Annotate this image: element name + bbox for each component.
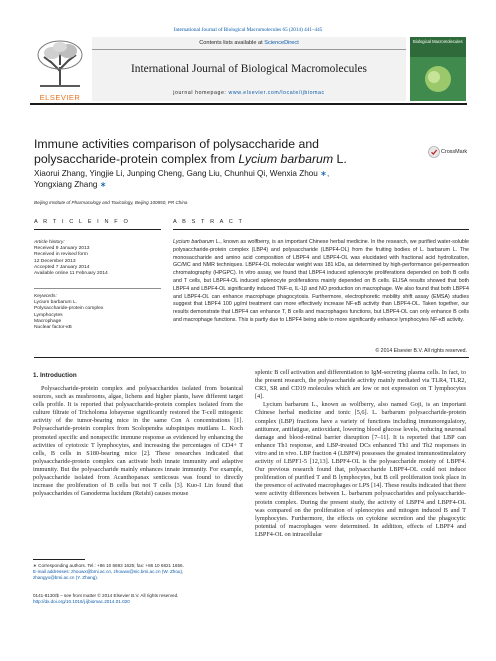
keywords bbox=[34, 294, 161, 331]
homepage-prefix: journal homepage: bbox=[173, 90, 229, 96]
keyword: Lymphocytes bbox=[34, 312, 63, 318]
authors-line-2 bbox=[34, 179, 454, 190]
title-species: Lycium barbarum bbox=[238, 152, 334, 166]
abstract-body bbox=[173, 239, 469, 325]
crossmark-icon bbox=[428, 146, 440, 158]
authors-names-1: Xiaorui Zhang, Yingjie Li, Junping Cheng, Gang Liu, Chunhui Qi, Wenxia Zhou bbox=[34, 169, 318, 178]
article-title bbox=[34, 137, 414, 167]
intro-right-column bbox=[255, 369, 466, 539]
cover-title: Biological Macromolecules bbox=[413, 39, 463, 44]
cover-art-icon bbox=[410, 37, 466, 101]
abstract-text: L., known as wolfberry, is an important Chinese herbal medicine. In the research, we purified water-soluble polysaccharide-protein complex (LBP4) and polysaccharide (LBPF4-OL) from the fruiting bodies of L. barbarum L. The monosaccharide and amino acid composition of LBPF4 and LBPF4-OL was elucidated with fractional acid hydrolization, GC/MC and NMR techniques. LBPF4-OL molecular weight was 181 kDa, as determined by high-performance gel-permeation chromatography (HPGPC). In vitro assay, we found that LBPF4 induced splenocyte proliferations depended on both B cells and T cells, but LBPF4-OL induced splenocyte proliferations mainly depended on B cells. ELISA results showed that both LBPF4 and LBPF4-OL significantly induced TNF-α, IL-1β and NO production on macrophage. We also found that both LBPF4 and LBPF4-OL can enhance macrophage phagocytosis. Furthermore, electrophoretic mobility shift assay (EMSA) studies suggest that LBPF4 100 μg/ml treatment can more effectively increase NF-κB activity than LBPF4-OL. Taken together, our results demonstrate that LBPF4 can enhance T, B cells and macrophages functions, but LBPF4-OL can only enhance B cells and macrophage functions. This is partly due to LBPF4 being able to more significantly enhance lymphocytes NF-κB activity. bbox=[173, 239, 469, 323]
corresponding-author-mark-2[interactable]: ∗ bbox=[97, 180, 107, 189]
journal-title: International Journal of Biological Macromolecules bbox=[131, 63, 367, 75]
history-item: Received 9 January 2013 bbox=[34, 246, 90, 252]
abstract-heading: A B S T R A C T bbox=[173, 219, 244, 225]
crossmark-badge[interactable] bbox=[428, 143, 468, 155]
footnote bbox=[33, 563, 243, 581]
journal-cover bbox=[410, 37, 466, 101]
title-line-1: Immune activities comparison of polysaccharide and bbox=[34, 137, 320, 151]
history-item: Available online 11 February 2014 bbox=[34, 271, 108, 277]
history-rule bbox=[34, 288, 161, 289]
intro-paragraph: Lycium barbarum L., known as wolfberry, also named Goji, is an important Chinese herbal medicine and tonic [5,6]. L. barbarum polysaccharide-protein complex (LBP) fractions have a variety of functions including immunoregulatory, antitumor, antifatigue, antioxidant, lowering blood glucose levels, reducing neuronal damage and blood-retinal barrier disruption [7–11]. It is reported that LBP can enhance Th1 response, and LBP-treated DCs enhanced Th1 and Th2 responses in vitro and in vivo. LBP fraction 4 (LBPF4) possesses the greatest immunostimulatory activity of LBPF1-5 [12,13]. LBPF4-OL is the polysaccharide moiety of LBPF4. Our previous research found that, polysaccharide LBPF4-OL could not induce proliferation of purified T and B lymphocytes, but B cell proliferation took place in the presence of activated macrophages or LPS [14]. These results indicated that there were activity differences between L. barbarum polysaccharides and polysaccharide-protein complex. During the present study, the activity of LBPF4 and LBPF4-OL was compared on the proliferation of splenocytes and mitogen induced B and T lymphocytes. Furthermore, the effects on cytokine secretion and the phagocytic potential of macrophages were determined. In addition, effects of LBPF4 and LBPF4-OL on intracellular bbox=[255, 401, 466, 538]
footnote-emails[interactable]: zhangyx@bmi.ac.cn (Y. Zhang). bbox=[33, 575, 99, 580]
history-item: Accepted 7 January 2014 bbox=[34, 264, 90, 270]
article-info-rule bbox=[34, 229, 161, 230]
intro-paragraph: splenic B cell activation and differentiation to IgM-secreting plasma cells. In fact, to the present research, the polysaccharide activity mainly mediated via TLR4, TLR2, CR3, SR and CD19 molecules which are low or not expression on T lymphocytes [4]. bbox=[255, 369, 466, 401]
masthead-divider bbox=[92, 49, 406, 50]
issn-line: 0141-8130/$ – see front matter © 2014 Elsevier B.V. All rights reserved. bbox=[33, 593, 179, 598]
homepage-line bbox=[92, 90, 406, 96]
intro-left-column bbox=[33, 385, 243, 498]
keyword: Polysaccharide-protein complex bbox=[34, 306, 104, 312]
footnote-emails[interactable]: E-mail addresses: zhouwx@bmi.ac.cn, zhouwx@nic.bmi.ac.cn (W. Zhou), bbox=[33, 569, 184, 574]
title-line-2-prefix: polysaccharide-protein complex from bbox=[34, 152, 239, 166]
article-info-heading: A R T I C L E I N F O bbox=[34, 219, 130, 225]
journal-reference[interactable]: International Journal of Biological Macromolecules 65 (2014) 441–445 bbox=[173, 27, 323, 33]
footnote-rule bbox=[33, 559, 85, 560]
elsevier-wordmark: ELSEVIER bbox=[39, 93, 81, 102]
doi-link[interactable]: http://dx.doi.org/10.1016/j.ijbiomac.2014.01.020 bbox=[33, 599, 130, 604]
affiliation: Beijing Institute of Pharmacology and Toxicology, Beijing 100850, PR China bbox=[34, 200, 188, 205]
abstract-rule bbox=[173, 229, 469, 230]
abstract-bottom-rule bbox=[34, 357, 469, 358]
author-list bbox=[34, 168, 454, 190]
sciencedirect-link[interactable]: ScienceDirect bbox=[264, 40, 299, 46]
article-history bbox=[34, 240, 161, 277]
issn-block bbox=[33, 593, 243, 605]
introduction-heading: 1. Introduction bbox=[33, 372, 77, 379]
keyword: Lycium barbarum L. bbox=[34, 300, 78, 306]
history-item: 12 December 2013 bbox=[34, 258, 76, 264]
authors-names-2: Yongxiang Zhang bbox=[34, 180, 98, 189]
keyword: Nuclear factor-κB bbox=[34, 325, 72, 331]
history-item: Received in revised form bbox=[34, 252, 88, 258]
elsevier-tree-icon bbox=[30, 37, 90, 101]
corresponding-author-mark[interactable]: ∗, bbox=[317, 169, 330, 178]
elsevier-logo bbox=[30, 37, 90, 101]
title-line-2 bbox=[34, 152, 414, 167]
title-line-2-suffix: L. bbox=[333, 152, 347, 166]
crossmark-label: CrossMark bbox=[441, 149, 468, 156]
history-label: Article history: bbox=[34, 240, 65, 245]
intro-paragraph: Polysaccharide-protein complex and polysaccharides isolated from botanical sources, such as mushrooms, algae, lichens and higher plants, have different target cells profile. It is reported that polysaccharide-protein complex isolated from the culture filtrate of Tricholoma lobayense significantly restored the T-cell mitogenic activity of the tumor-bearing mice in the same Con A concentrations [1]. Polysaccharide-protein complex from Scolopendra subspinipes mutilans L. Koch promoted specific and nonspecific immune response as evidenced by enhancing the activities of cytotoxic T lymphocytes, and increasing the percentages of CD4+ T cells, B cells in S180-bearing mice [2]. These researches indicated that polysaccharide-protein complex can activate both innate immunity and adaptive immunity. But the polysaccharide mainly enhances innate immunity. For example, polysaccharide isolated from Acanthopanax senticosus was found to directly increase the proliferation of B cells but not T cells [3]. Kuo-I Lin found that polysaccharides of Ganoderma lucidum (Reishi) causes mouse bbox=[33, 385, 243, 498]
abstract-italic-start: Lycium barbarum bbox=[173, 239, 215, 245]
footnote-line: ∗ Corresponding authors. Tel.: +86 10 6693 1625; fax: +86 10 6821 1656. bbox=[33, 563, 184, 568]
copyright: © 2014 Elsevier B.V. All rights reserved. bbox=[375, 348, 467, 354]
authors-line-1 bbox=[34, 168, 454, 179]
homepage-link[interactable]: www.elsevier.com/locate/ijbiomac bbox=[228, 90, 325, 96]
keyword: Macrophage bbox=[34, 318, 62, 324]
contents-prefix: Contents lists available at bbox=[199, 40, 265, 46]
keywords-label: Keywords: bbox=[34, 294, 57, 299]
contents-line bbox=[92, 40, 406, 46]
header-rule bbox=[30, 103, 467, 105]
